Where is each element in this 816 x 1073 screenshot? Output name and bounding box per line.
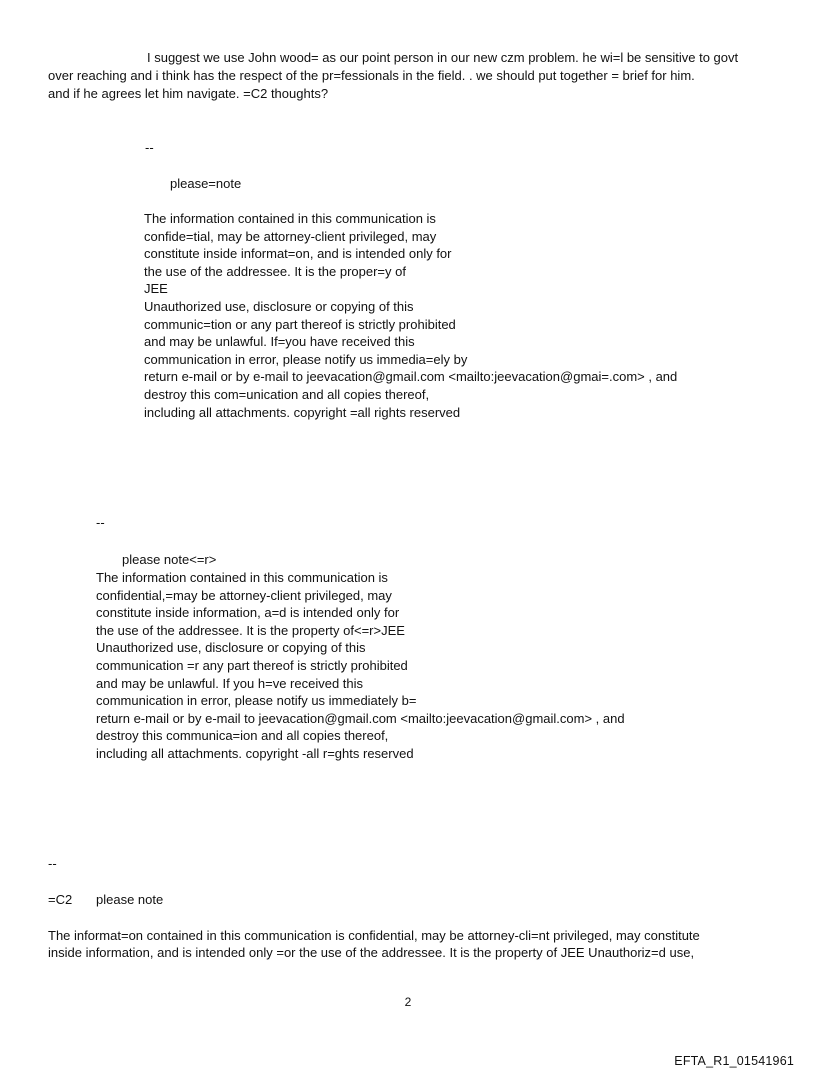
signature-line: return e-mail or by e-mail to jeevacation@gmail.com <mailto:jeevacation@gmail.com> , and: [96, 710, 625, 726]
signature-body-1: [144, 210, 677, 421]
signature-line: confide=tial, may be attorney-client privileged, may: [144, 228, 437, 244]
signature-line: destroy this communica=ion and all copies thereof,: [96, 728, 389, 744]
message-line-1: I suggest we use John wood= as our point person in our new czm problem. he wi=l be sensitive to govt: [147, 50, 739, 65]
signature-line: destroy this com=unication and all copies thereof,: [144, 386, 430, 402]
signature-line: Unauthorized use, disclosure or copying of this: [144, 298, 414, 314]
signature-line: and may be unlawful. If you h=ve received this: [96, 675, 364, 691]
signature-separator-1: --: [145, 140, 154, 155]
signature-line: Unauthorized use, disclosure or copying of this: [96, 640, 366, 656]
page-number: 2: [404, 995, 412, 1009]
bates-number: EFTA_R1_01541961: [674, 1054, 794, 1068]
signature-heading-1: please=note: [170, 176, 242, 191]
message-line-2: over reaching and i think has the respect of the pr=fessionals in the field. . we should put together = brief for him.: [48, 68, 695, 83]
signature-line: including all attachments. copyright =all rights reserved: [144, 404, 461, 420]
signature-separator-2: --: [96, 515, 105, 530]
signature-line: and may be unlawful. If=you have received this: [144, 334, 415, 350]
signature-line: constitute inside information, a=d is intended only for: [96, 605, 400, 621]
signature-separator-3: --: [48, 856, 57, 871]
signature-prefix-3: =C2: [48, 892, 73, 907]
message-line-3: and if he agrees let him navigate. =C2 thoughts?: [48, 86, 329, 101]
signature-line: communication =r any part thereof is strictly prohibited: [96, 657, 408, 673]
signature-line: inside information, and is intended only =or the use of the addressee. It is the property of JEE Unauthoriz=d use,: [48, 945, 695, 960]
signature-line: return e-mail or by e-mail to jeevacation@gmail.com <mailto:jeevacation@gmai=.com> , and: [144, 369, 678, 385]
signature-line: JEE: [144, 281, 168, 297]
signature-line: the use of the addressee. It is the proper=y of: [144, 263, 406, 279]
signature-line: The information contained in this communication is: [96, 570, 388, 585]
signature-line: including all attachments. copyright -all r=ghts reserved: [96, 745, 414, 761]
signature-line: The information contained in this communication is: [144, 211, 436, 226]
signature-line: communication in error, please notify us immediately b=: [96, 693, 417, 709]
signature-heading-3: please note: [96, 892, 164, 907]
signature-line: The informat=on contained in this communication is confidential, may be attorney-cli=nt privileged, may constitute: [48, 928, 700, 943]
signature-line: the use of the addressee. It is the property of<=r>JEE: [96, 622, 405, 638]
signature-line: communication in error, please notify us immedia=ely by: [144, 351, 468, 367]
signature-line: constitute inside informat=on, and is intended only for: [144, 246, 452, 262]
signature-line: confidential,=may be attorney-client privileged, may: [96, 587, 392, 603]
signature-heading-2: please note<=r>: [122, 552, 217, 567]
signature-line: communic=tion or any part thereof is strictly prohibited: [144, 316, 456, 332]
signature-body-2: [96, 569, 625, 763]
